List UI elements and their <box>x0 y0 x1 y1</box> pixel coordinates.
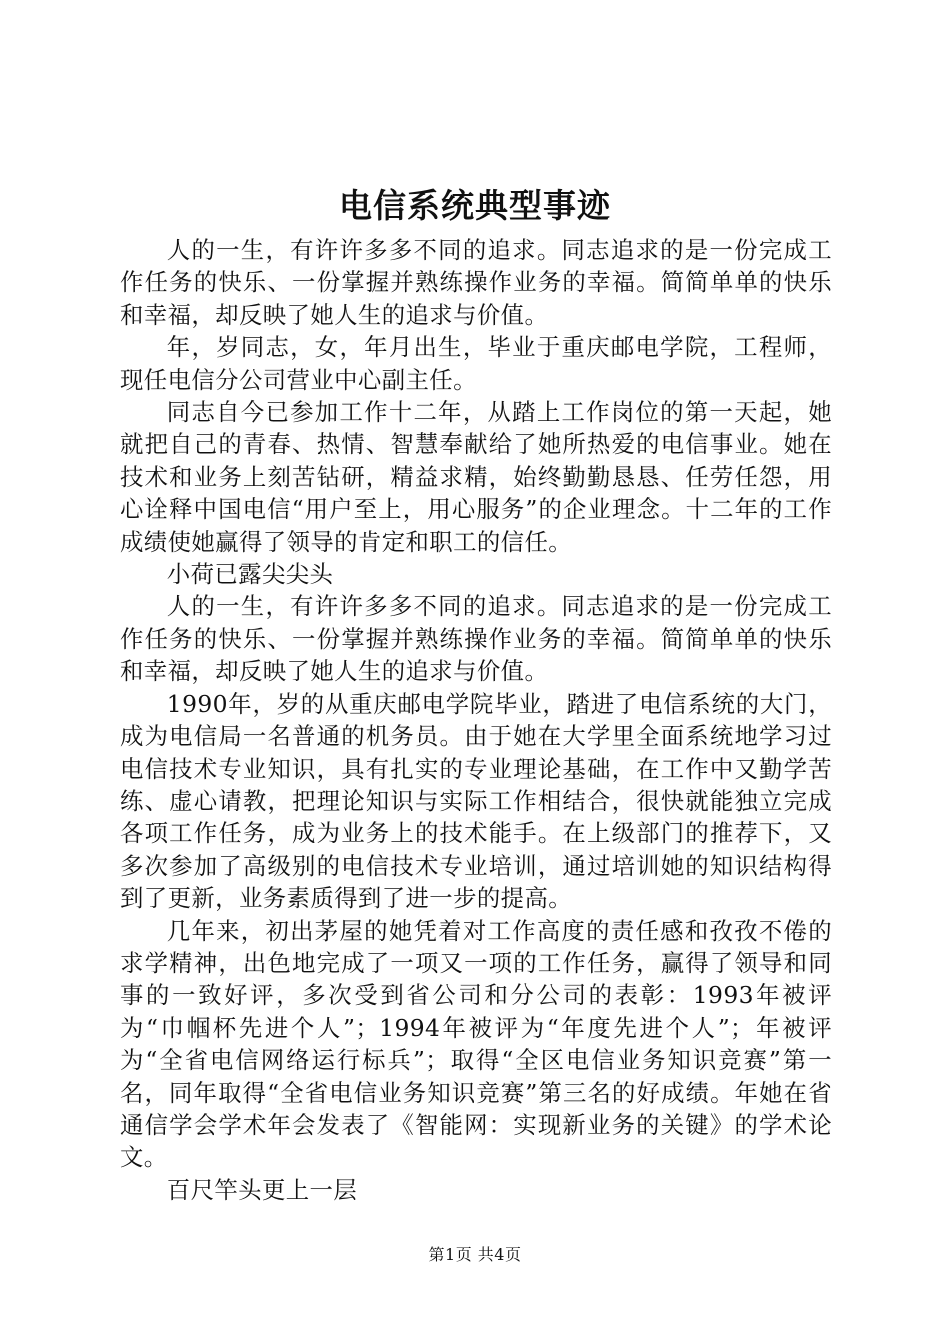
paragraph-5: 1990年，岁的从重庆邮电学院毕业，踏进了电信系统的大门，成为电信局一名普通的机务员。由于她在大学里全面系统地学习过电信技术专业知识，具有扎实的专业理论基础，在工作中又勤学苦练、虚心请教，把理论知识与实际工作相结合，很快就能独立完成各项工作任务，成为业务上的技术能手。在上级部门的推荐下，又多次参加了高级别的电信技术专业培训，通过培训她的知识结构得到了更新，业务素质得到了进一步的提高。 <box>120 689 832 913</box>
section-heading-1: 小荷已露尖尖头 <box>166 560 334 589</box>
paragraph-6: 几年来，初出茅屋的她凭着对工作高度的责任感和孜孜不倦的求学精神，出色地完成了一项又一项的工作任务，赢得了领导和同事的一致好评，多次受到省公司和分公司的表彰：1993年被评为“巾帼杯先进个人”；1994年被评为“年度先进个人”；年被评为“全省电信网络运行标兵”；取得“全区电信业务知识竞赛”第一名，同年取得“全省电信业务知识竞赛”第三名的好成绩。年她在省通信学会学术年会发表了《智能网：实现新业务的关键》的学术论文。 <box>120 916 832 1172</box>
section-heading-2: 百尺竿头更上一层 <box>166 1175 358 1204</box>
paragraph-3: 同志自今已参加工作十二年，从踏上工作岗位的第一天起，她就把自己的青春、热情、智慧奉献给了她所热爱的电信事业。她在技术和业务上刻苦钻研，精益求精，始终勤勤恳恳、任劳任怨，用心诠释中国电信“用户至上，用心服务”的企业理念。十二年的工作成绩使她赢得了领导的肯定和职工的信任。 <box>120 398 832 556</box>
document-title: 电信系统典型事迹 <box>339 186 611 225</box>
paragraph-2: 年，岁同志，女，年月出生，毕业于重庆邮电学院，工程师，现任电信分公司营业中心副主任。 <box>120 333 832 394</box>
paragraph-4: 人的一生，有许许多多不同的追求。同志追求的是一份完成工作任务的快乐、一份掌握并熟练操作业务的幸福。简简单单的快乐和幸福，却反映了她人生的追求与价值。 <box>120 592 832 686</box>
paragraph-1: 人的一生，有许许多多不同的追求。同志追求的是一份完成工作任务的快乐、一份掌握并熟练操作业务的幸福。简简单单的快乐和幸福，却反映了她人生的追求与价值。 <box>120 236 832 329</box>
document-body <box>120 234 832 1206</box>
page-indicator: 第1页 共4页 <box>428 1245 522 1264</box>
